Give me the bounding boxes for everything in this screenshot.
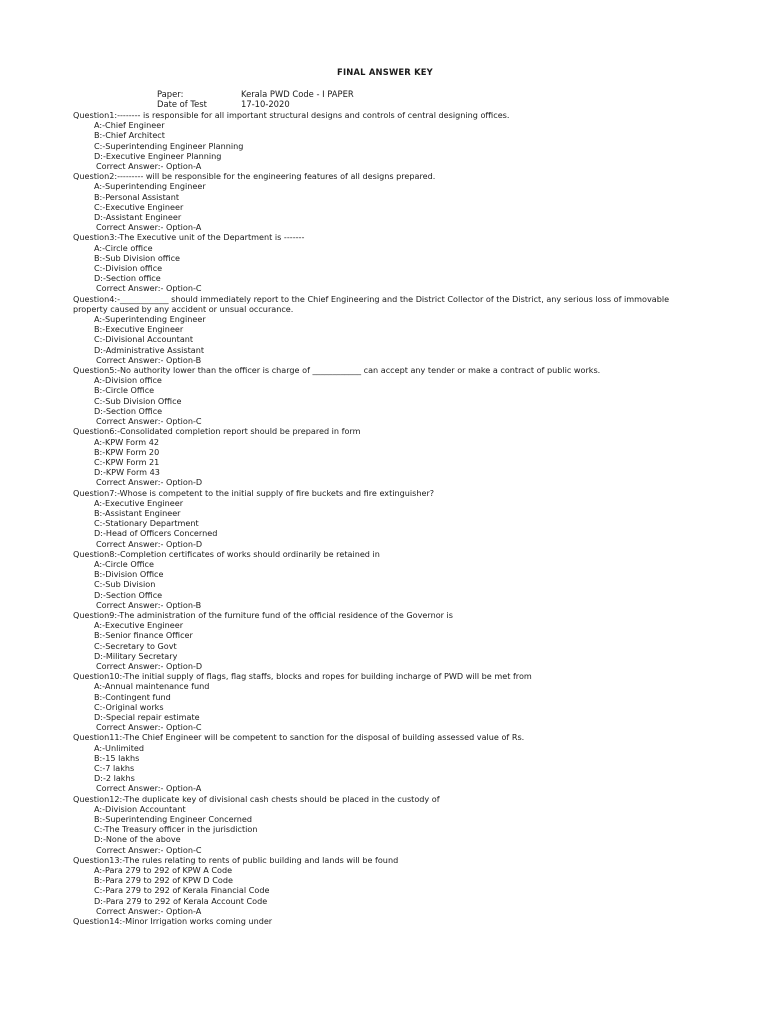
question-block <box>73 488 693 549</box>
correct-answer: Correct Answer:- Option-C <box>96 416 202 427</box>
answer-option: C:-Original works <box>94 701 164 712</box>
question-block <box>73 794 693 855</box>
answer-option: A:-Superintending Engineer <box>94 314 206 325</box>
answer-option: B:-Senior finance Officer <box>94 630 193 641</box>
question-text: Question2:--------- will be responsible for the engineering features of all designs prepared. <box>73 171 436 182</box>
answer-option: A:-Circle office <box>94 242 153 253</box>
question-block <box>73 855 693 916</box>
question-block <box>73 365 693 426</box>
answer-option: D:-Assistant Engineer <box>94 212 182 223</box>
answer-option: B:-15 lakhs <box>94 752 140 763</box>
answer-option: B:-Division Office <box>94 569 164 580</box>
answer-option: B:-KPW Form 20 <box>94 446 160 457</box>
question-text: Question7:-Whose is competent to the initial supply of fire buckets and fire extinguisher? <box>73 487 435 498</box>
paper-row <box>0 89 770 99</box>
answer-option: A:-Unlimited <box>94 742 145 753</box>
answer-option: A:-Chief Engineer <box>94 120 165 131</box>
question-text: Question13:-The rules relating to rents of public building and lands will be found <box>73 854 399 865</box>
answer-option: D:-Para 279 to 292 of Kerala Account Code <box>94 895 268 906</box>
question-text: Question11:-The Chief Engineer will be competent to sanction for the disposal of building assessed value of Rs. <box>73 732 525 743</box>
answer-option: B:-Para 279 to 292 of KPW D Code <box>94 875 233 886</box>
answer-option: B:-Contingent fund <box>94 691 171 702</box>
answer-option: D:-None of the above <box>94 834 181 845</box>
date-row <box>0 99 770 109</box>
answer-option: D:-Administrative Assistant <box>94 344 205 355</box>
date-value: 17-10-2020 <box>241 99 290 109</box>
question-text: Question9:-The administration of the furniture fund of the official residence of the Governor is <box>73 609 454 620</box>
answer-option: D:-Section Office <box>94 405 163 416</box>
answer-option: B:-Sub Division office <box>94 252 181 263</box>
date-label: Date of Test <box>157 99 207 109</box>
answer-option: A:-Para 279 to 292 of KPW A Code <box>94 865 233 876</box>
answer-option: A:-Executive Engineer <box>94 497 184 508</box>
correct-answer: Correct Answer:- Option-C <box>96 722 202 733</box>
correct-answer: Correct Answer:- Option-A <box>96 783 202 794</box>
answer-option: C:-Division office <box>94 263 163 274</box>
question-block <box>73 610 693 671</box>
question-text: Question12:-The duplicate key of divisional cash chests should be placed in the custody of <box>73 793 440 804</box>
answer-option: B:-Chief Architect <box>94 130 165 141</box>
answer-option: C:-Para 279 to 292 of Kerala Financial Code <box>94 885 270 896</box>
question-text: Question6:-Consolidated completion report should be prepared in form <box>73 426 361 437</box>
answer-option: A:-KPW Form 42 <box>94 436 160 447</box>
answer-option: D:-Head of Officers Concerned <box>94 528 218 539</box>
answer-option: D:-2 lakhs <box>94 773 135 784</box>
question-block <box>73 426 693 487</box>
answer-option: A:-Executive Engineer <box>94 620 184 631</box>
answer-option: C:-Executive Engineer <box>94 201 184 212</box>
question-text: Question4:-____________ should immediately report to the Chief Engineering and the District Collector of the District, any serious loss of immovable property caused by any accident or unsual occurance. <box>73 293 670 314</box>
answer-option: D:-Special repair estimate <box>94 711 200 722</box>
question-block <box>73 171 693 232</box>
question-block <box>73 232 693 293</box>
answer-option: A:-Circle Office <box>94 558 154 569</box>
question-text: Question8:-Completion certificates of works should ordinarily be retained in <box>73 548 380 559</box>
correct-answer: Correct Answer:- Option-C <box>96 844 202 855</box>
paper-label: Paper: <box>157 89 184 99</box>
question-block <box>73 549 693 610</box>
answer-option: C:-Superintending Engineer Planning <box>94 140 244 151</box>
answer-option: A:-Annual maintenance fund <box>94 681 210 692</box>
question-block <box>73 732 693 793</box>
correct-answer: Correct Answer:- Option-A <box>96 222 202 233</box>
answer-option: A:-Superintending Engineer <box>94 181 206 192</box>
answer-option: D:-Section office <box>94 273 161 284</box>
answer-option: D:-Section Office <box>94 589 163 600</box>
correct-answer: Correct Answer:- Option-B <box>96 599 202 610</box>
document-title: FINAL ANSWER KEY <box>337 67 433 77</box>
question-text: Question1:-------- is responsible for all important structural designs and controls of central designing offices. <box>73 110 510 120</box>
question-text: Question3:-The Executive unit of the Department is ------- <box>73 232 305 243</box>
answer-option: B:-Assistant Engineer <box>94 507 181 518</box>
answer-option: B:-Executive Engineer <box>94 324 184 335</box>
question-text: Question5:-No authority lower than the officer is charge of ____________ can accept any tender or make a contract of public works. <box>73 365 601 376</box>
answer-option: D:-Military Secretary <box>94 650 178 661</box>
answer-option: A:-Division office <box>94 375 162 386</box>
answer-option: B:-Superintending Engineer Concerned <box>94 814 253 825</box>
correct-answer: Correct Answer:- Option-D <box>96 660 203 671</box>
question-block <box>73 110 693 171</box>
question-text: Question14:-Minor Irrigation works coming under <box>73 916 273 927</box>
correct-answer: Correct Answer:- Option-C <box>96 283 202 294</box>
correct-answer: Correct Answer:- Option-D <box>96 538 203 549</box>
answer-option: C:-7 lakhs <box>94 763 135 773</box>
answer-option: A:-Division Accountant <box>94 803 186 814</box>
answer-option: D:-KPW Form 43 <box>94 467 160 478</box>
question-list <box>73 110 693 926</box>
answer-option: B:-Personal Assistant <box>94 191 180 202</box>
correct-answer: Correct Answer:- Option-D <box>96 477 203 488</box>
question-text: Question10:-The initial supply of flags, flag staffs, blocks and ropes for building incharge of PWD will be met from <box>73 671 532 682</box>
question-block <box>73 671 693 732</box>
answer-option: C:-KPW Form 21 <box>94 456 160 467</box>
correct-answer: Correct Answer:- Option-A <box>96 905 202 916</box>
answer-option: B:-Circle Office <box>94 385 155 396</box>
correct-answer: Correct Answer:- Option-A <box>96 161 202 172</box>
paper-value: Kerala PWD Code - I PAPER <box>241 89 354 99</box>
answer-option: C:-Secretary to Govt <box>94 640 177 651</box>
answer-option: C:-Sub Division Office <box>94 395 182 406</box>
answer-option: C:-Sub Division <box>94 579 156 590</box>
question-block <box>73 916 693 926</box>
answer-option: C:-Stationary Department <box>94 518 199 529</box>
answer-option: D:-Executive Engineer Planning <box>94 150 222 161</box>
answer-option: C:-Divisional Accountant <box>94 334 194 345</box>
correct-answer: Correct Answer:- Option-B <box>96 354 202 365</box>
question-block <box>73 294 693 365</box>
answer-option: C:-The Treasury officer in the jurisdiction <box>94 824 258 835</box>
